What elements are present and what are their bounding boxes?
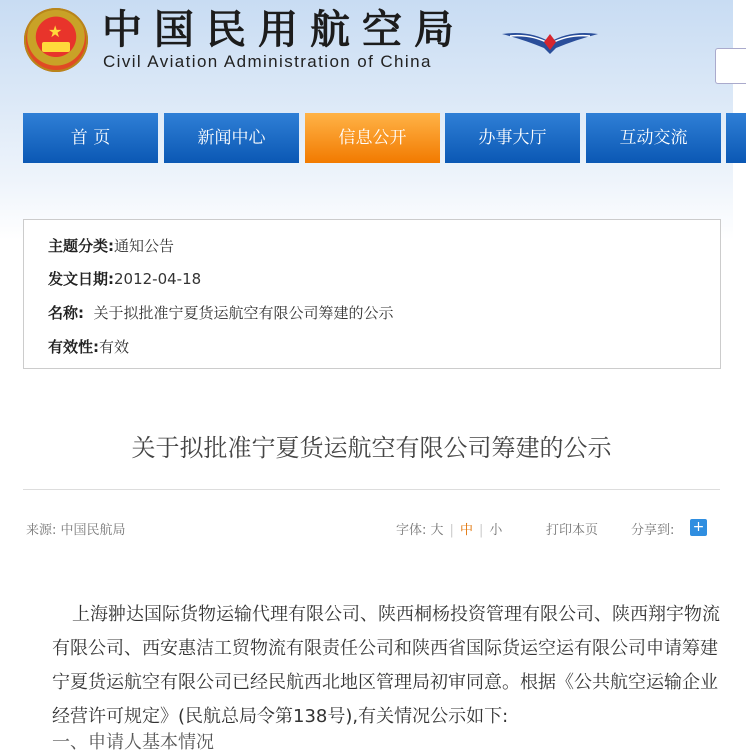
- article-body: 上海翀达国际货物运输代理有限公司、陕西桐杨投资管理有限公司、陕西翔宇物流有限公司、西安惠洁工贸物流有限责任公司和陕西省国际货运空运有限公司申请筹建宁夏货运航空有限公司已经民航西北地区管理局初审同意。根据《公共航空运输企业经营许可规定》(民航总局令第138号),有关情况公示如下:: [52, 604, 720, 727]
- article-next-line: 一、申请人基本情况: [52, 732, 214, 753]
- site-title[interactable]: 中国民用航空局: [102, 7, 466, 53]
- article-source: 来源: 中国民航局: [26, 523, 126, 538]
- divider: [23, 489, 720, 490]
- nav-interaction[interactable]: 互动交流: [586, 113, 721, 163]
- font-size-medium[interactable]: 中: [459, 523, 473, 538]
- document-info-box: [23, 219, 721, 369]
- name-label: 名称:: [48, 304, 84, 322]
- validity-label: 有效性:: [48, 338, 99, 356]
- validity-value: 有效: [99, 338, 130, 356]
- share-plus-icon[interactable]: +: [690, 519, 707, 536]
- topic-label: 主题分类:: [48, 237, 114, 255]
- date-value: 2012-04-18: [114, 270, 202, 288]
- nav-news[interactable]: 新闻中心: [164, 113, 299, 163]
- info-topic: [48, 235, 174, 256]
- font-size-large[interactable]: 大: [430, 523, 444, 538]
- info-date: [48, 268, 201, 289]
- font-label: 字体:: [396, 523, 427, 538]
- caac-wing-logo-icon: [500, 22, 600, 62]
- font-size-small[interactable]: 小: [489, 523, 503, 538]
- nav-services[interactable]: 办事大厅: [445, 113, 580, 163]
- star-icon: ★: [48, 22, 63, 41]
- national-emblem-icon: [24, 8, 88, 72]
- search-input[interactable]: [715, 48, 746, 84]
- info-name: [48, 302, 394, 323]
- nav-home[interactable]: 首 页: [23, 113, 158, 163]
- date-label: 发文日期:: [48, 270, 114, 288]
- gate-icon: [42, 42, 70, 52]
- print-link[interactable]: 打印本页: [546, 523, 599, 538]
- nav-info-public[interactable]: 信息公开: [305, 113, 440, 163]
- font-size-controls: 字体: 大 | 中 | 小: [396, 523, 503, 538]
- site-subtitle: Civil Aviation Administration of China: [103, 52, 432, 71]
- topic-value: 通知公告: [114, 237, 175, 255]
- info-validity: [48, 336, 129, 357]
- share-label: 分享到:: [631, 523, 675, 538]
- article-title: 关于拟批准宁夏货运航空有限公司筹建的公示: [131, 434, 612, 462]
- nav-more[interactable]: [726, 113, 746, 163]
- name-value: 关于拟批准宁夏货运航空有限公司筹建的公示: [93, 304, 394, 322]
